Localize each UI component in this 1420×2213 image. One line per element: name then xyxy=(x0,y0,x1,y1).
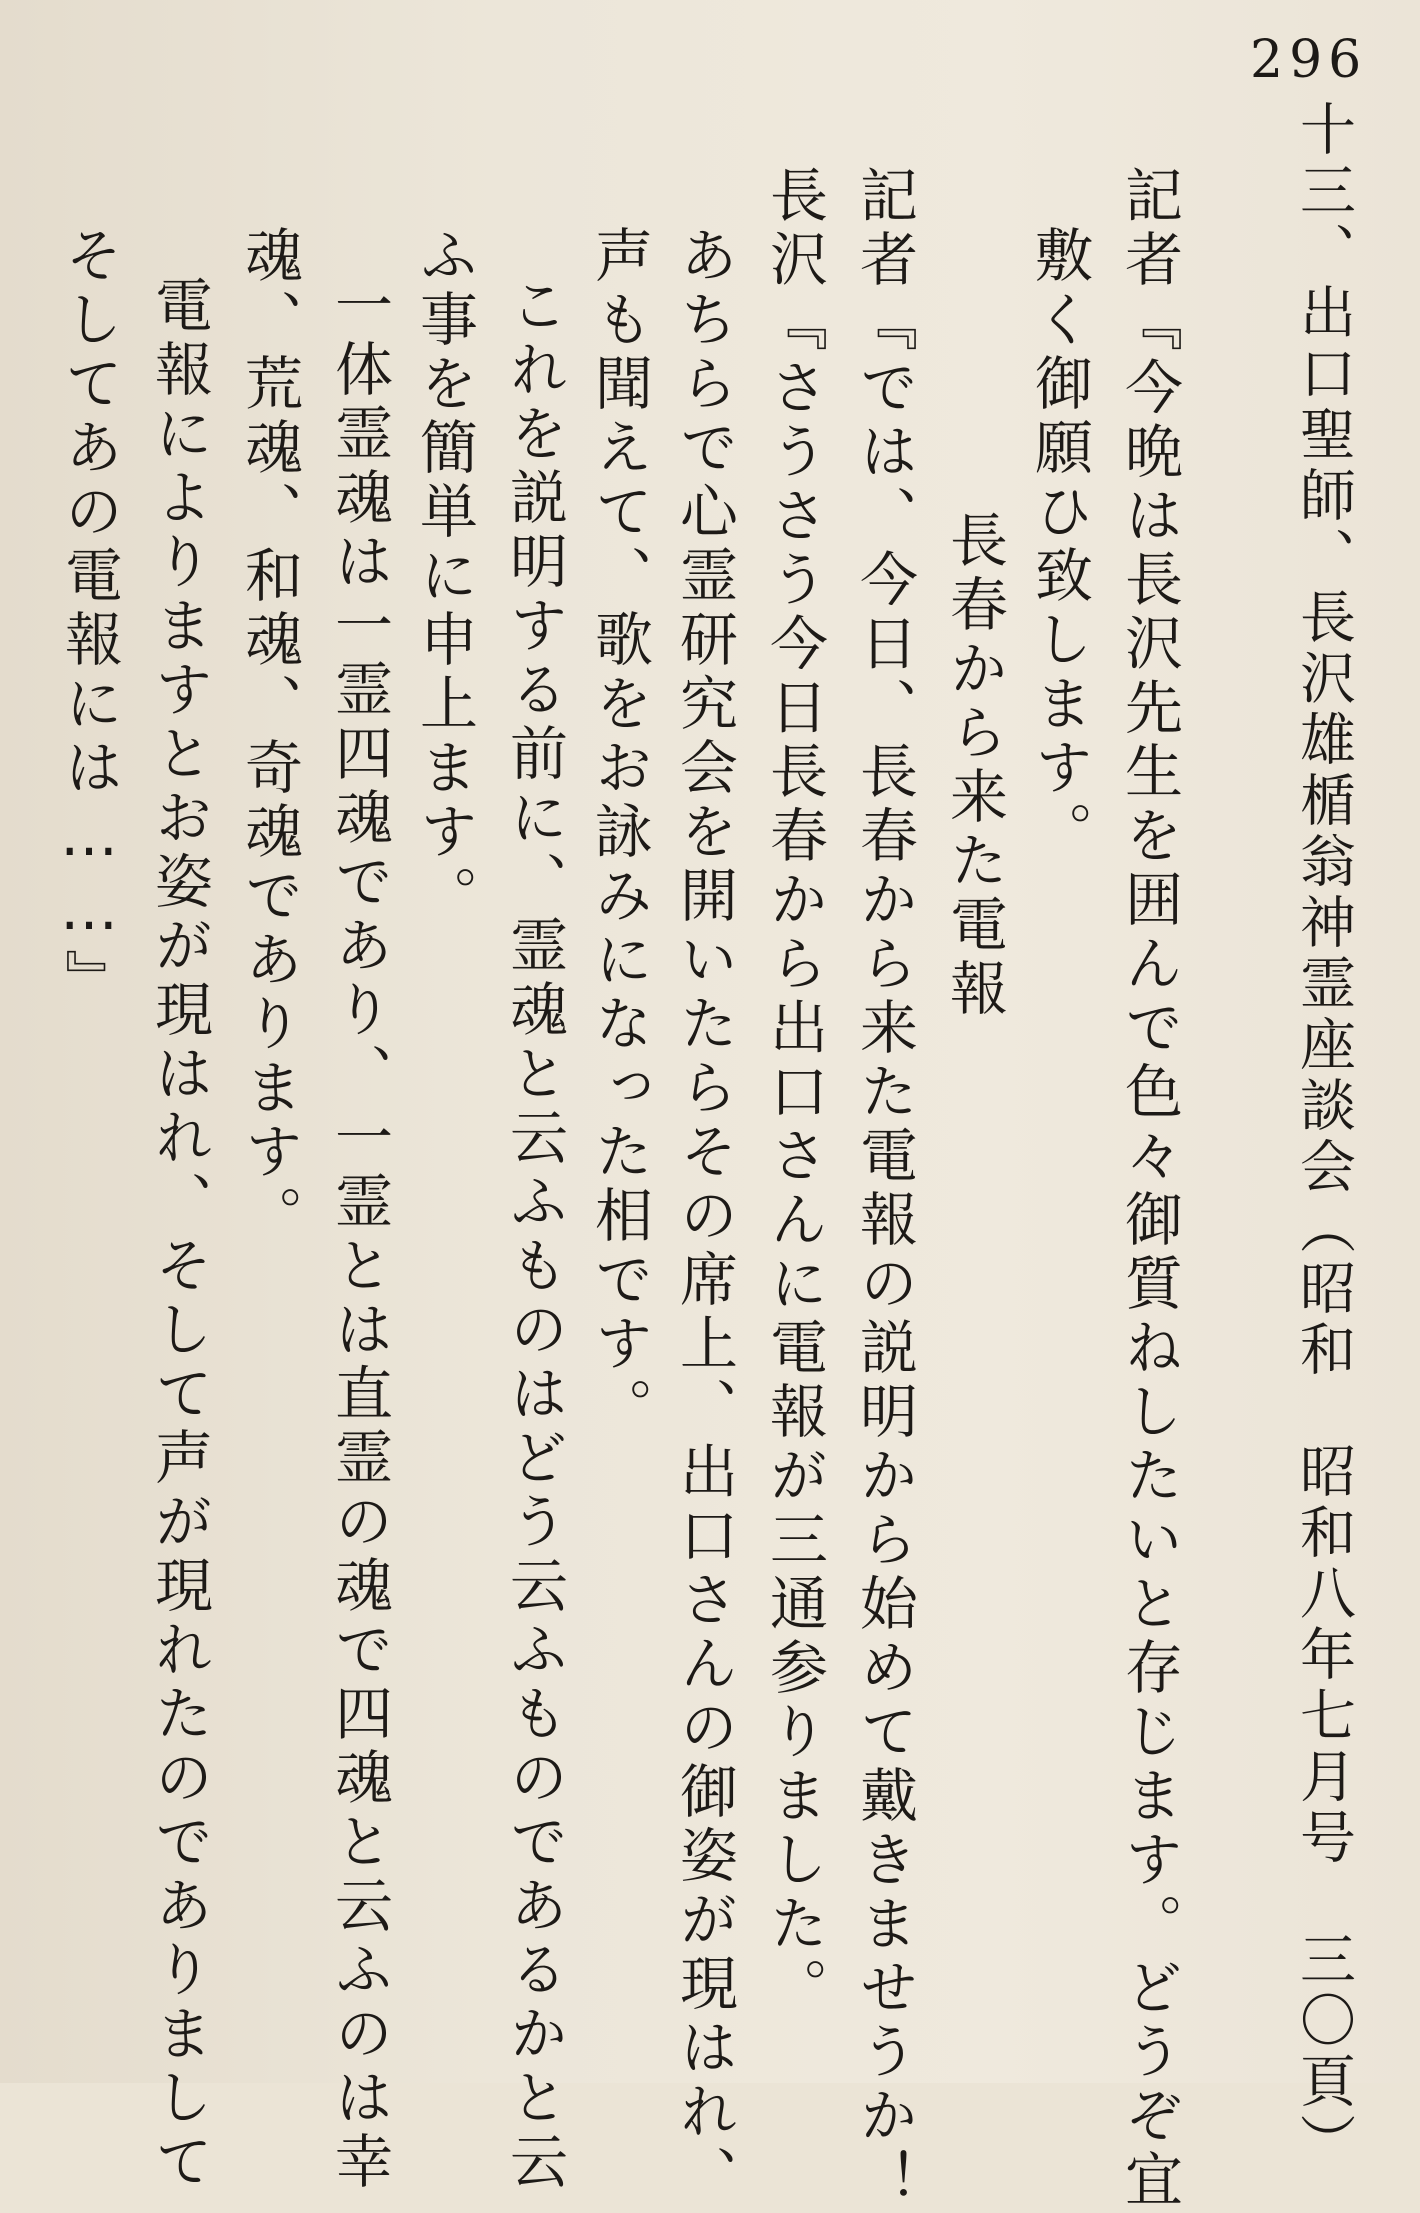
text-column: あちらで心霊研究会を開いたらその席上、出口さんの御姿が現はれ、 xyxy=(670,225,738,2209)
text-column: 記者『では、今日、長春から来た電報の説明から始めて戴きませうか！ xyxy=(850,165,918,2213)
text-column: 敷く御願ひ致します。 xyxy=(1025,225,1093,865)
text-column: ふ事を簡単に申上ます。 xyxy=(410,225,478,929)
text-column: 声も聞えて、歌をお詠みになった相です。 xyxy=(585,225,653,1441)
text-column: これを説明する前に、霊魂と云ふものはどう云ふものであるかと云 xyxy=(500,275,568,2195)
text-column: 魂、荒魂、和魂、奇魂であります。 xyxy=(235,225,303,1249)
page-number: 296 xyxy=(1250,30,1368,90)
section-title: 十三、出口聖師、長沢雄楯翁神霊座談会（昭和 昭和八年七月号 三〇頁） xyxy=(1291,100,1356,2174)
text-column: 一体霊魂は一霊四魂であり、一霊とは直霊の魂で四魂と云ふのは幸 xyxy=(325,275,393,2195)
text-column: 電報によりますとお姿が現はれ、そして声が現れたのでありまして xyxy=(145,275,213,2195)
text-column: 長沢『さうさう今日長春から出口さんに電報が三通参りました。 xyxy=(760,165,828,2021)
text-column: 記者『今晩は長沢先生を囲んで色々御質ねしたいと存じます。どうぞ宜 xyxy=(1115,165,1183,2213)
subheading: 長春から来た電報 xyxy=(940,510,1008,1022)
text-column: そしてあの電報には……』 xyxy=(55,225,123,1013)
